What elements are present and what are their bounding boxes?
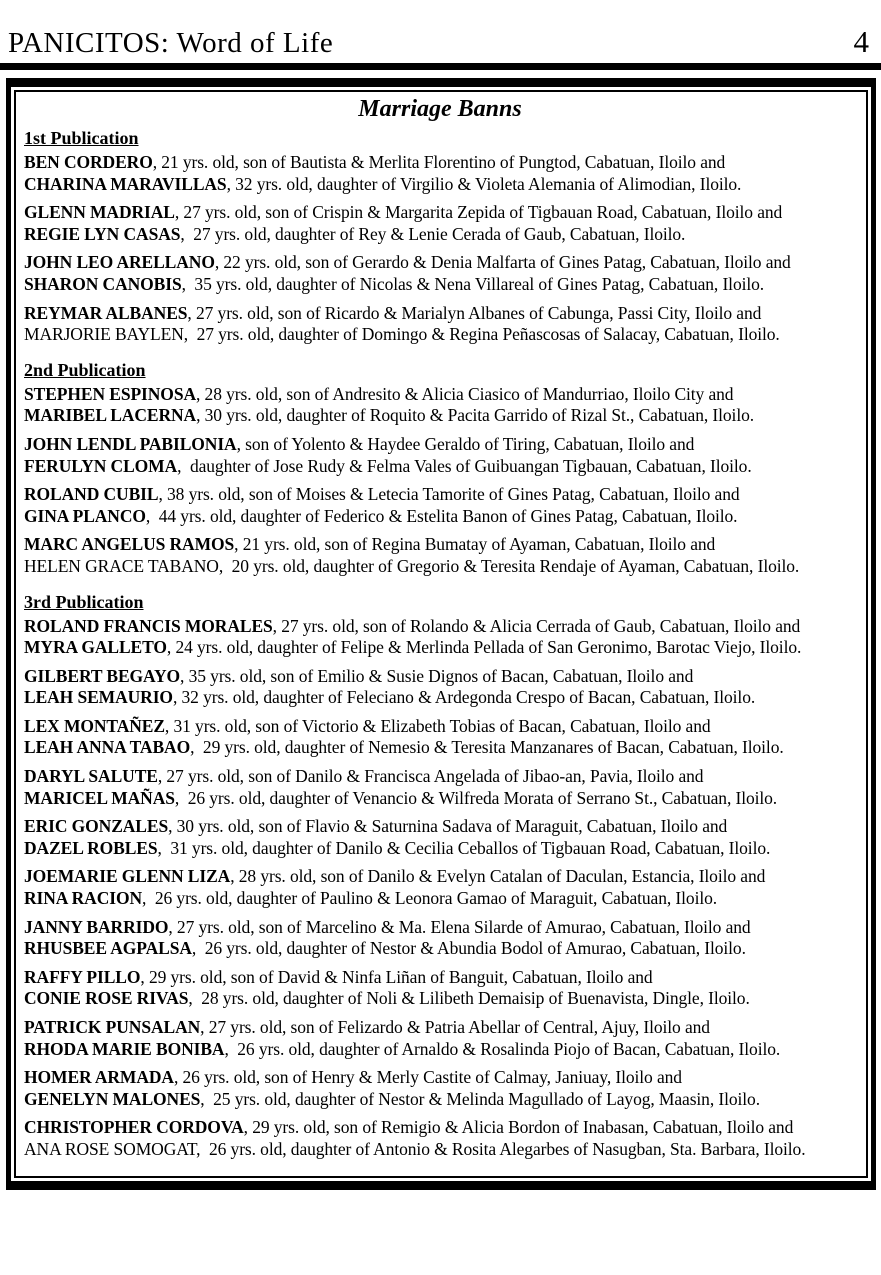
groom-line — [24, 202, 856, 224]
groom-line — [24, 252, 856, 274]
groom-details: , 38 yrs. old, son of Moises & Letecia Tamorite of Gines Patag, Cabatuan, Iloilo and — [158, 484, 740, 505]
bride-details: , 20 yrs. old, daughter of Gregorio & Teresita Rendaje of Ayaman, Cabatuan, Iloilo. — [218, 555, 800, 576]
groom-details: , 21 yrs. old, son of Bautista & Merlita Florentino of Pungtod, Cabatuan, Iloilo and — [152, 152, 726, 172]
groom-name: CHRISTOPHER CORDOVA — [24, 1117, 244, 1138]
content-frame-inner — [14, 90, 868, 1178]
bride-line — [24, 687, 856, 709]
groom-line — [24, 303, 856, 325]
groom-name: GLENN MADRIAL — [24, 202, 175, 223]
groom-line — [24, 152, 856, 174]
groom-name: LEX MONTAÑEZ — [24, 715, 165, 736]
bride-line — [24, 838, 856, 860]
groom-line — [24, 434, 856, 456]
banns-entry — [24, 484, 856, 527]
banns-entry — [24, 716, 856, 759]
banns-entry — [24, 967, 856, 1010]
groom-details: , 27 yrs. old, son of Felizardo & Patria Abellar of Central, Ajuy, Iloilo and — [200, 1017, 710, 1037]
bride-name: HELEN GRACE TABANO — [24, 555, 219, 576]
groom-details: , 28 yrs. old, son of Andresito & Alicia Ciasico of Mandurriao, Iloilo City and — [196, 383, 734, 404]
groom-details: , 27 yrs. old, son of Marcelino & Ma. Elena Silarde of Amurao, Cabatuan, Iloilo and — [168, 916, 751, 937]
bride-line — [24, 1089, 856, 1111]
bride-name: ANA ROSE SOMOGAT — [24, 1138, 197, 1159]
banns-entry — [24, 666, 856, 709]
publication-section — [24, 127, 856, 346]
groom-name: STEPHEN ESPINOSA — [24, 383, 196, 404]
bride-line — [24, 737, 856, 759]
banns-entry — [24, 1117, 856, 1160]
groom-line — [24, 666, 856, 688]
groom-name: REYMAR ALBANES — [24, 302, 188, 323]
banns-entry — [24, 616, 856, 659]
groom-line — [24, 967, 856, 989]
bride-details: , 27 yrs. old, daughter of Rey & Lenie Cerada of Gaub, Cabatuan, Iloilo. — [180, 223, 686, 244]
bride-name: CHARINA MARAVILLAS — [24, 173, 227, 194]
bride-name: RHODA MARIE BONIBA — [24, 1038, 225, 1059]
bride-details: , 26 yrs. old, daughter of Nestor & Abundia Bodol of Amurao, Cabatuan, Iloilo. — [191, 938, 746, 959]
bride-line — [24, 888, 856, 910]
bride-line — [24, 456, 856, 478]
groom-details: , 27 yrs. old, son of Rolando & Alicia Cerrada of Gaub, Cabatuan, Iloilo and — [272, 615, 801, 636]
groom-name: JOEMARIE GLENN LIZA — [24, 866, 231, 887]
publication-heading: 1st Publication — [24, 128, 139, 148]
bride-details: , 26 yrs. old, daughter of Arnaldo & Rosalinda Piojo of Bacan, Cabatuan, Iloilo. — [224, 1038, 781, 1059]
bride-name: RHUSBEE AGPALSA — [24, 938, 192, 959]
bride-name: MYRA GALLETO — [24, 637, 167, 658]
groom-line — [24, 534, 856, 556]
banns-entry — [24, 866, 856, 909]
groom-line — [24, 384, 856, 406]
groom-line — [24, 1067, 856, 1089]
bride-name: CONIE ROSE RIVAS — [24, 988, 189, 1009]
bride-details: , 26 yrs. old, daughter of Venancio & Wilfreda Morata of Serrano St., Cabatuan, Iloilo. — [174, 787, 778, 808]
groom-line — [24, 816, 856, 838]
groom-line — [24, 484, 856, 506]
banns-entry — [24, 252, 856, 295]
groom-details: , 29 yrs. old, son of Remigio & Alicia Bordon of Inabasan, Cabatuan, Iloilo and — [243, 1117, 794, 1138]
groom-name: JOHN LENDL PABILONIA — [24, 433, 237, 454]
banns-entry — [24, 434, 856, 477]
bride-line — [24, 274, 856, 296]
bride-details: , 29 yrs. old, daughter of Nemesio & Teresita Manzanares of Bacan, Cabatuan, Iloilo. — [190, 737, 784, 758]
bride-details: , 44 yrs. old, daughter of Federico & Estelita Banon of Gines Patag, Cabatuan, Iloilo. — [145, 505, 738, 526]
groom-details: , 31 yrs. old, son of Victorio & Elizabeth Tobias of Bacan, Cabatuan, Iloilo and — [164, 715, 711, 736]
groom-details: , 21 yrs. old, son of Regina Bumatay of Ayaman, Cabatuan, Iloilo and — [234, 534, 716, 555]
publication-section — [24, 591, 856, 1161]
groom-name: JOHN LEO ARELLANO — [24, 252, 215, 273]
newsletter-title: PANICITOS: Word of Life — [8, 27, 334, 59]
bride-line — [24, 1039, 856, 1061]
bride-line — [24, 988, 856, 1010]
page-header — [0, 0, 881, 60]
banns-entry — [24, 816, 856, 859]
banns-entry — [24, 766, 856, 809]
groom-details: , 22 yrs. old, son of Gerardo & Denia Malfarta of Gines Patag, Cabatuan, Iloilo and — [214, 252, 791, 273]
bride-details: , daughter of Jose Rudy & Felma Vales of Guibuangan Tigbauan, Cabatuan, Iloilo. — [177, 455, 752, 476]
bride-name: MARIBEL LACERNA — [24, 405, 197, 426]
groom-details: , 27 yrs. old, son of Crispin & Margarita Zepida of Tigbauan Road, Cabatuan, Iloilo and — [174, 202, 783, 223]
bride-line — [24, 788, 856, 810]
publication-heading: 2nd Publication — [24, 359, 146, 380]
banns-entry — [24, 1067, 856, 1110]
groom-line — [24, 1117, 856, 1139]
bride-name: SHARON CANOBIS — [24, 273, 182, 294]
bride-name: LEAH ANNA TABAO — [24, 737, 191, 758]
bride-name: MARICEL MAÑAS — [24, 787, 175, 808]
publications-list — [24, 127, 856, 1161]
groom-details: , 26 yrs. old, son of Henry & Merly Castite of Calmay, Janiuay, Iloilo and — [173, 1067, 682, 1088]
bride-line — [24, 1139, 856, 1161]
bride-line — [24, 405, 856, 427]
content-frame — [6, 78, 876, 1190]
groom-name: MARC ANGELUS RAMOS — [24, 534, 235, 555]
bride-name: MARJORIE BAYLEN — [24, 324, 184, 345]
groom-name: ROLAND CUBIL — [24, 484, 159, 505]
header-rule — [0, 63, 881, 70]
bride-line — [24, 506, 856, 528]
banns-entry — [24, 303, 856, 346]
groom-name: PATRICK PUNSALAN — [24, 1017, 201, 1037]
groom-name: ERIC GONZALES — [24, 816, 169, 837]
bride-name: GENELYN MALONES — [24, 1088, 201, 1109]
page-number: 4 — [853, 24, 869, 59]
bride-line — [24, 324, 856, 346]
bride-details: , 28 yrs. old, daughter of Noli & Lilibeth Demaisip of Buenavista, Dingle, Iloilo. — [188, 988, 750, 1009]
groom-line — [24, 616, 856, 638]
groom-name: HOMER ARMADA — [24, 1067, 174, 1088]
bride-details: , 24 yrs. old, daughter of Felipe & Merlinda Pellada of San Geronimo, Barotac Viejo, Iloilo. — [166, 637, 802, 658]
bride-name: RINA RACION — [24, 888, 143, 909]
groom-line — [24, 766, 856, 788]
bride-name: GINA PLANCO — [24, 505, 146, 526]
groom-line — [24, 866, 856, 888]
bride-details: , 30 yrs. old, daughter of Roquito & Pacita Garrido of Rizal St., Cabatuan, Iloilo. — [196, 405, 754, 426]
groom-details: , 35 yrs. old, son of Emilio & Susie Dignos of Bacan, Cabatuan, Iloilo and — [180, 665, 694, 686]
groom-details: , 29 yrs. old, son of David & Ninfa Liñan of Banguit, Cabatuan, Iloilo and — [140, 966, 653, 987]
bride-details: , 26 yrs. old, daughter of Paulino & Leonora Gamao of Maraguit, Cabatuan, Iloilo. — [142, 888, 718, 909]
bride-line — [24, 556, 856, 578]
banns-entry — [24, 384, 856, 427]
bride-details: , 26 yrs. old, daughter of Antonio & Rosita Alegarbes of Nasugban, Sta. Barbara, Iloilo. — [196, 1138, 806, 1159]
bride-line — [24, 938, 856, 960]
groom-line — [24, 1017, 856, 1039]
bride-details: , 27 yrs. old, daughter of Domingo & Regina Peñascosas of Salacay, Cabatuan, Iloilo. — [183, 324, 780, 345]
bride-name: REGIE LYN CASAS — [24, 223, 181, 244]
groom-details: , 27 yrs. old, son of Danilo & Francisca Angelada of Jibao-an, Pavia, Iloilo and — [157, 766, 704, 787]
banns-entry — [24, 534, 856, 577]
groom-line — [24, 917, 856, 939]
groom-name: GILBERT BEGAYO — [24, 665, 181, 686]
bride-details: , 25 yrs. old, daughter of Nestor & Melinda Magullado of Layog, Maasin, Iloilo. — [200, 1088, 760, 1109]
groom-details: , 28 yrs. old, son of Danilo & Evelyn Catalan of Daculan, Estancia, Iloilo and — [230, 866, 766, 887]
groom-name: RAFFY PILLO — [24, 966, 141, 987]
bride-name: LEAH SEMAURIO — [24, 687, 173, 708]
bride-details: , 31 yrs. old, daughter of Danilo & Cecilia Ceballos of Tigbauan Road, Cabatuan, Iloilo. — [157, 837, 771, 858]
bride-details: , 32 yrs. old, daughter of Virgilio & Violeta Alemania of Alimodian, Iloilo. — [226, 173, 742, 194]
publication-heading: 3rd Publication — [24, 591, 144, 612]
bride-line — [24, 224, 856, 246]
bride-line — [24, 174, 856, 196]
groom-name: DARYL SALUTE — [24, 766, 158, 787]
groom-details: , son of Yolento & Haydee Geraldo of Tiring, Cabatuan, Iloilo and — [236, 433, 695, 454]
groom-details: , 27 yrs. old, son of Ricardo & Marialyn Albanes of Cabunga, Passi City, Iloilo and — [187, 302, 762, 323]
groom-name: JANNY BARRIDO — [24, 916, 169, 937]
groom-line — [24, 716, 856, 738]
bride-details: , 32 yrs. old, daughter of Feleciano & Ardegonda Crespo of Bacan, Cabatuan, Iloilo. — [172, 687, 756, 708]
banns-entry — [24, 917, 856, 960]
bride-name: FERULYN CLOMA — [24, 455, 178, 476]
publication-section — [24, 359, 856, 578]
banns-entry — [24, 152, 856, 195]
bride-line — [24, 637, 856, 659]
banns-entry — [24, 202, 856, 245]
bride-details: , 35 yrs. old, daughter of Nicolas & Nena Villareal of Gines Patag, Cabatuan, Iloilo. — [181, 273, 765, 294]
page-title: Marriage Banns — [358, 96, 522, 122]
banns-entry — [24, 1017, 856, 1060]
groom-name: ROLAND FRANCIS MORALES — [24, 615, 273, 636]
bride-name: DAZEL ROBLES — [24, 837, 158, 858]
groom-name: BEN CORDERO — [24, 152, 153, 172]
groom-details: , 30 yrs. old, son of Flavio & Saturnina Sadava of Maraguit, Cabatuan, Iloilo and — [168, 816, 728, 837]
